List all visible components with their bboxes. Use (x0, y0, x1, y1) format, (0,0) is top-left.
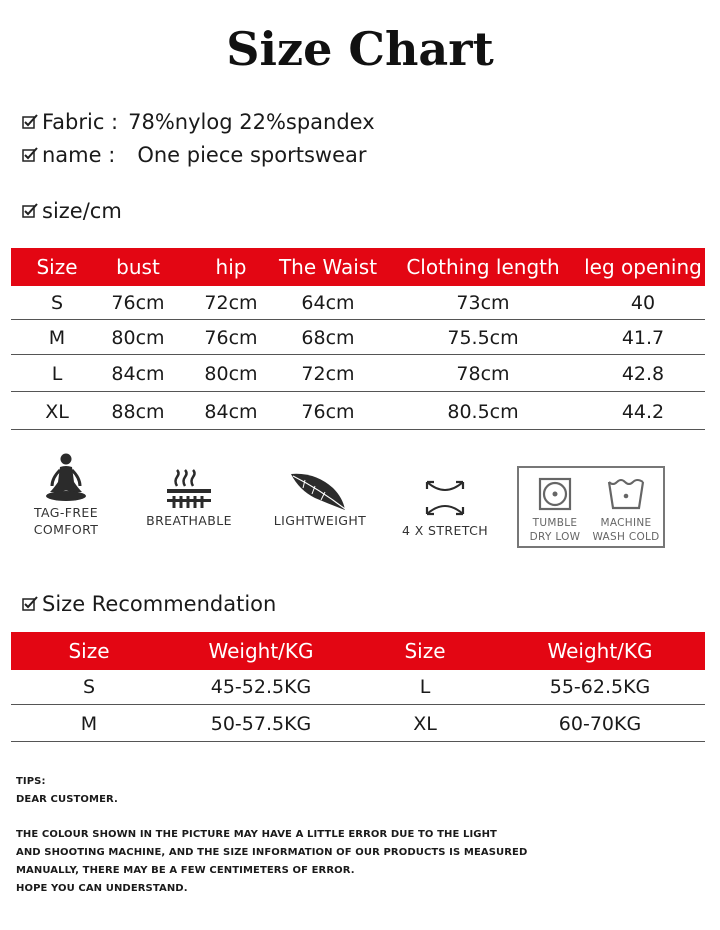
table-row (11, 321, 705, 355)
table-row (11, 357, 705, 392)
tumble-dry-icon (537, 476, 573, 512)
fabric-line (22, 110, 375, 134)
cell-weight: 50-57.5KG (210, 713, 312, 735)
breathable-icon (164, 468, 214, 512)
feature-line1: 4 X STRETCH (401, 523, 489, 538)
cell-weight: 60-70KG (558, 713, 642, 735)
fabric-label: Fabric : (42, 110, 119, 134)
cell-bust: 84cm (111, 363, 165, 385)
feature-line2: COMFORT (33, 522, 99, 537)
care-line2: DRY LOW (529, 531, 581, 543)
machine-wash-icon (606, 476, 646, 512)
checkbox-checked-icon (22, 114, 38, 130)
cell-weight: 45-52.5KG (210, 676, 312, 698)
cell-hip: 72cm (204, 292, 258, 314)
cell-size: L (419, 676, 431, 698)
cell-leg: 40 (630, 292, 656, 314)
checkbox-checked-icon (22, 147, 38, 163)
cell-waist: 68cm (301, 327, 355, 349)
cell-size: XL (413, 713, 437, 735)
cell-size: L (51, 363, 63, 385)
tips-text-line: MANUALLY, THERE MAY BE A FEW CENTIMETERS OF ERROR. (16, 865, 355, 876)
care-line2: WASH COLD (592, 531, 660, 543)
cell-size: XL (45, 401, 69, 423)
feature-tag-free (18, 452, 114, 538)
header-leg: leg opening (584, 255, 702, 279)
table-row (11, 286, 705, 320)
table-row (11, 394, 705, 430)
name-label: name : (42, 143, 116, 167)
cell-length: 78cm (456, 363, 510, 385)
feature-line1: LIGHTWEIGHT (273, 513, 367, 528)
feature-stretch (393, 474, 497, 539)
feature-breathable (135, 468, 243, 529)
recommendation-table-header (11, 632, 705, 670)
cell-length: 75.5cm (447, 327, 519, 349)
care-machine-wash (590, 476, 662, 544)
cell-length: 80.5cm (447, 401, 519, 423)
tips-greeting: DEAR CUSTOMER. (16, 794, 118, 805)
recommendation-heading (22, 592, 276, 616)
tips-body (16, 826, 527, 898)
cell-waist: 64cm (301, 292, 355, 314)
page-title: Size Chart (226, 22, 494, 76)
name-value: One piece sportswear (137, 143, 367, 167)
cell-waist: 72cm (301, 363, 355, 385)
cell-size: M (80, 713, 98, 735)
header-weight: Weight/KG (547, 639, 653, 663)
fabric-value: 78%nylog 22%spandex (128, 110, 375, 134)
cell-leg: 42.8 (621, 363, 665, 385)
header-size: Size (36, 255, 78, 279)
cell-leg: 44.2 (621, 401, 665, 423)
header-waist: The Waist (278, 255, 378, 279)
cell-size: S (50, 292, 64, 314)
cell-hip: 80cm (204, 363, 258, 385)
tips-text-line: THE COLOUR SHOWN IN THE PICTURE MAY HAVE A LITTLE ERROR DUE TO THE LIGHT (16, 829, 497, 840)
feather-icon (285, 470, 355, 512)
table-row (11, 706, 705, 742)
header-size: Size (68, 639, 110, 663)
cell-size: S (82, 676, 96, 698)
checkbox-checked-icon (22, 596, 38, 612)
cell-bust: 88cm (111, 401, 165, 423)
checkbox-checked-icon (22, 203, 38, 219)
cell-leg: 41.7 (621, 327, 665, 349)
cell-bust: 76cm (111, 292, 165, 314)
header-hip: hip (215, 255, 247, 279)
stretch-arrows-icon (417, 474, 473, 522)
cell-hip: 76cm (204, 327, 258, 349)
cell-length: 73cm (456, 292, 510, 314)
feature-lightweight (264, 470, 376, 529)
header-weight: Weight/KG (208, 639, 314, 663)
cell-hip: 84cm (204, 401, 258, 423)
tips-text-line: HOPE YOU CAN UNDERSTAND. (16, 883, 188, 894)
unit-line (22, 199, 122, 223)
tips-block (16, 773, 118, 809)
recommendation-title: Size Recommendation (42, 592, 277, 616)
table-row (11, 670, 705, 705)
cell-waist: 76cm (301, 401, 355, 423)
cell-weight: 55-62.5KG (549, 676, 651, 698)
unit-label: size/cm (42, 199, 122, 223)
feature-line1: TAG-FREE (33, 505, 99, 520)
tips-text-line: AND SHOOTING MACHINE, AND THE SIZE INFORMATION OF OUR PRODUCTS IS MEASURED (16, 847, 528, 858)
header-length: Clothing length (406, 255, 560, 279)
size-table-header (11, 248, 705, 286)
tips-label: TIPS: (16, 776, 46, 787)
care-line1: TUMBLE (532, 517, 578, 529)
care-line1: MACHINE (600, 517, 652, 529)
feature-line1: BREATHABLE (146, 513, 232, 528)
name-line (22, 143, 367, 167)
cell-bust: 80cm (111, 327, 165, 349)
yoga-figure-icon (42, 452, 90, 504)
header-bust: bust (116, 255, 160, 279)
care-tumble-dry (523, 476, 587, 544)
cell-size: M (48, 327, 66, 349)
header-size: Size (404, 639, 446, 663)
